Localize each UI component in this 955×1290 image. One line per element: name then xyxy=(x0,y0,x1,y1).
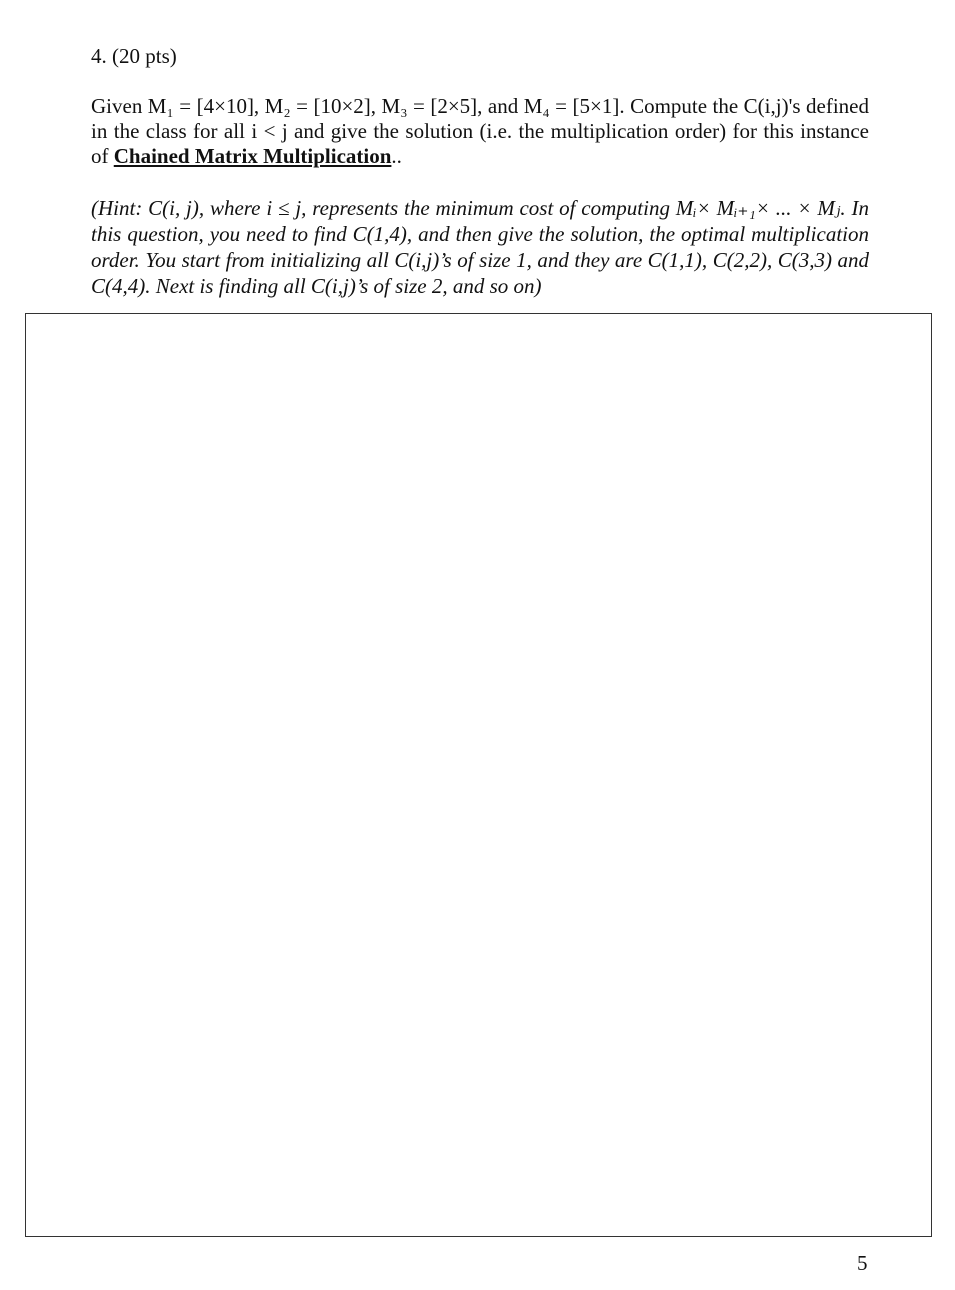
question-body-end: .. xyxy=(391,144,402,168)
question-hint: (Hint: C(i, j), where i ≤ j, represents the minimum cost of computing Mᵢ× Mᵢ₊₁× ... × Mⱼ. In this question, you need to find C(1,4), and then give the solution, the optimal multiplication order. You start from initializing all C(i,j)’s of size 1, and they are C(1,1), C(2,2), C(3,3) and C(4,4). Next is finding all C(i,j)’s of size 2, and so on) xyxy=(91,196,869,298)
page-number: 5 xyxy=(857,1251,868,1275)
question-heading: 4. (20 pts) xyxy=(91,44,177,68)
question-body-text: Given M₁ = [4×10], M₂ = [10×2], M₃ = [2×5], and M₄ = [5×1]. Compute the C(i,j)'s defined in the class for all i < j and give the solution (i.e. the multiplication order) for this instance of xyxy=(91,94,869,168)
answer-box[interactable] xyxy=(25,313,932,1237)
question-body xyxy=(91,94,869,169)
problem-title: Chained Matrix Multiplication xyxy=(113,144,392,168)
